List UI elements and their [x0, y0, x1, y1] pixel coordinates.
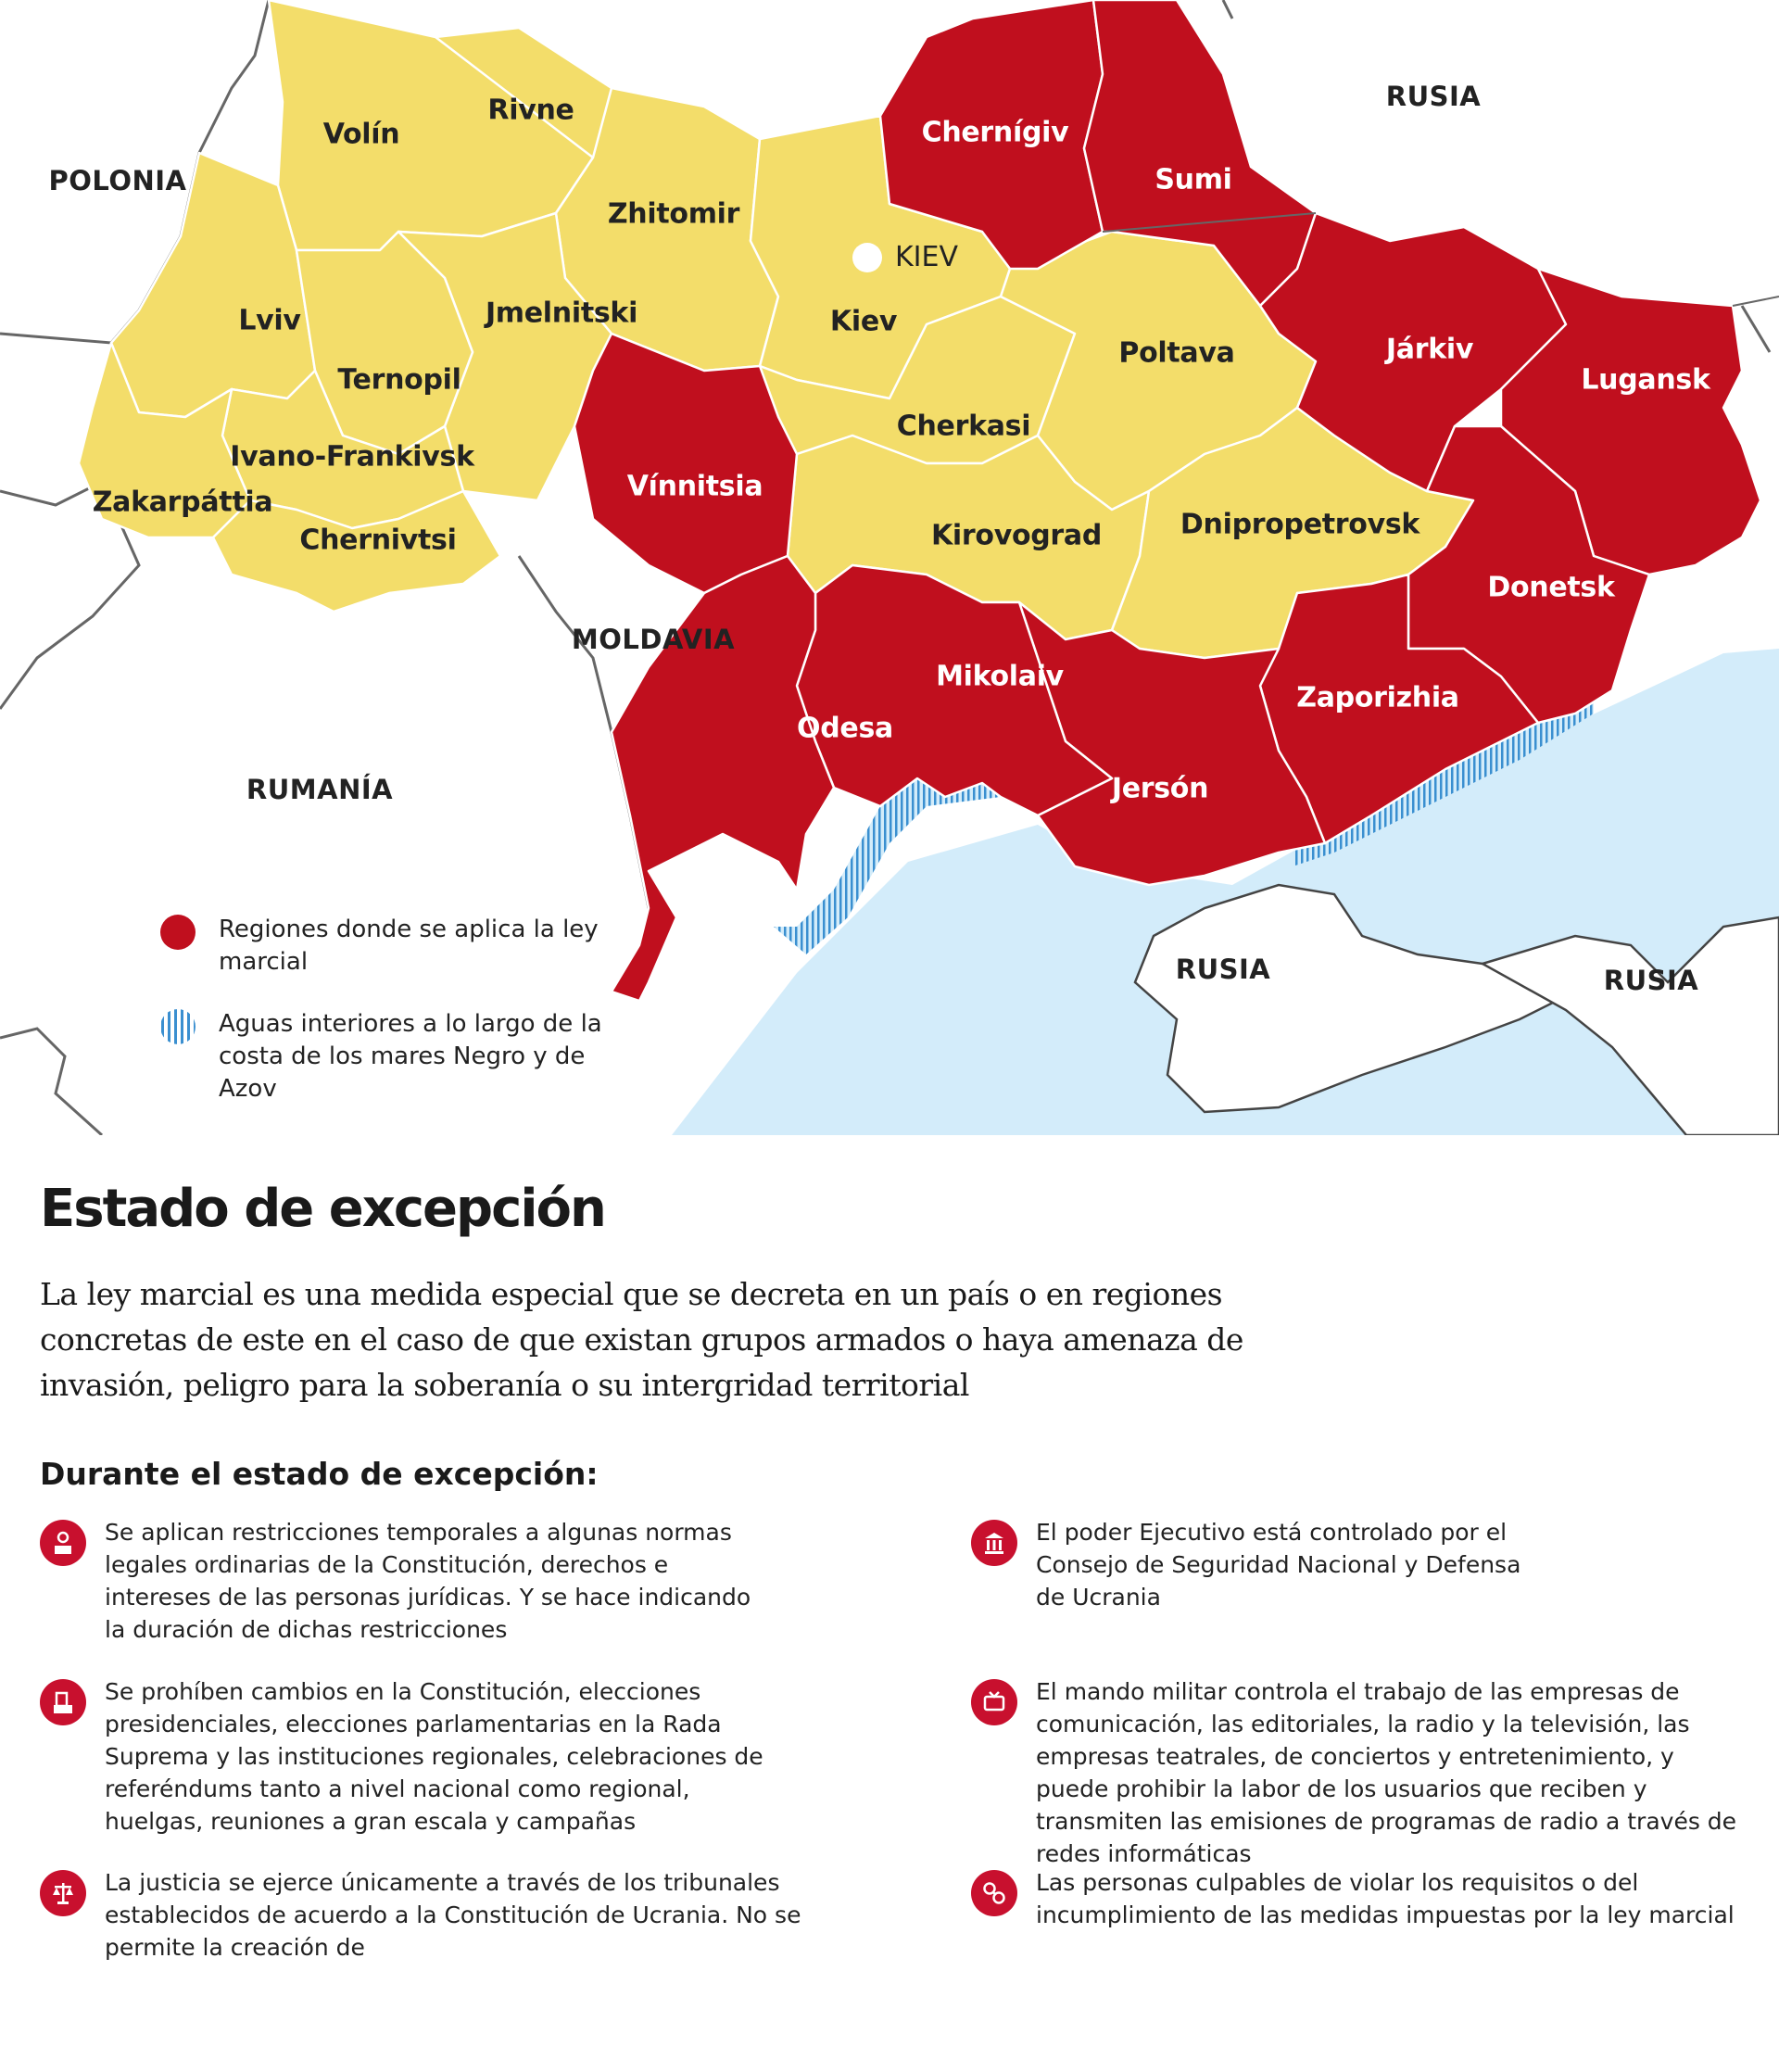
region-label: Járkiv	[1385, 333, 1474, 366]
section-subtitle: Durante el estado de excepción:	[40, 1456, 599, 1492]
measure-text: Se aplican restricciones temporales a algunas normas legales ordinarias de la Constitución, derechos e intereses de las personas jurídicas. Y se hace indicando la duración de dichas restricciones	[105, 1519, 751, 1643]
legend-item-inner-waters	[159, 1008, 645, 1105]
media-icon	[971, 1679, 1017, 1725]
country-label-russia-crimea: RUSIA	[1175, 954, 1271, 985]
rights-icon	[40, 1520, 86, 1566]
region-label: Odesa	[797, 712, 893, 745]
list-item	[971, 1675, 1740, 1870]
measure-text: El poder Ejecutivo está controlado por el Consejo de Seguridad Nacional y Defensa de Ucrania	[1036, 1519, 1521, 1611]
legend-text: Regiones donde se aplica la ley marcial	[219, 916, 599, 976]
info-section	[40, 1177, 1745, 2072]
region-label: Chernivtsi	[299, 524, 457, 557]
country-label-romania: RUMANÍA	[246, 774, 394, 805]
measure-text: Las personas culpables de violar los requisitos o del incumplimiento de las medidas impuestas por la ley marcial	[1036, 1869, 1735, 1928]
justice-icon	[40, 1870, 86, 1916]
region-label: Dnipropetrovsk	[1180, 508, 1420, 541]
region-label: Cherkasi	[896, 410, 1031, 443]
region-label: Kiev	[829, 305, 898, 338]
page-title: Estado de excepción	[40, 1179, 605, 1239]
country-label-russia-north: RUSIA	[1385, 81, 1482, 112]
list-item	[971, 1866, 1740, 1931]
region-label: Mikolaiv	[936, 660, 1064, 693]
southwest-border	[0, 1029, 102, 1135]
government-icon	[971, 1520, 1017, 1566]
handcuffs-icon	[971, 1870, 1017, 1916]
capital-marker	[852, 243, 882, 272]
region-label: Poltava	[1118, 336, 1235, 370]
region-label: Rivne	[487, 94, 574, 127]
legend-item-martial-law	[159, 914, 645, 979]
region-label: Kirovograd	[930, 519, 1103, 552]
region-label: Jersón	[1111, 772, 1209, 805]
region-label: Volín	[322, 118, 400, 151]
region-label: Ivano-Frankivsk	[230, 440, 474, 474]
region-label: Lugansk	[1581, 363, 1710, 397]
capital-label: KIEV	[895, 241, 958, 273]
list-item	[40, 1516, 809, 1646]
country-label-russia-east: RUSIA	[1603, 965, 1699, 996]
list-item	[971, 1516, 1740, 1613]
measures-list	[40, 1516, 1745, 2072]
measure-text: El mando militar controla el trabajo de las empresas de comunicación, las editoriales, la radio y la televisión, las empresas teatrales, de conciertos y entretenimiento, y puede prohibir la labor de los usuarios que reciben y transmiten las emisiones de programas de radio a través de redes informáticas	[1036, 1678, 1737, 1867]
intro-paragraph: La ley marcial es una medida especial que se decreta en un país o en regiones concretas de este en el caso de que existan grupos armados o haya amenaza de invasión, peligro para la soberanía o su intergridad territorial	[40, 1276, 1243, 1403]
region-label: Zhitomir	[607, 197, 740, 231]
list-item	[40, 1866, 809, 1964]
region-label: Sumi	[1154, 163, 1232, 196]
region-label: Zakarpáttia	[92, 486, 273, 519]
legend-text: Aguas interiores a lo largo de la costa de los mares Negro y de Azov	[219, 1010, 602, 1103]
region-label: Jmelnitski	[485, 297, 638, 330]
red-dot-icon	[159, 914, 196, 951]
measure-text: La justicia se ejerce únicamente a través de los tribunales establecidos de acuerdo a la Constitución de Ucrania. No se permite la creación de	[105, 1869, 801, 1961]
measure-text: Se prohíben cambios en la Constitución, elecciones presidenciales, elecciones parlamentarias en la Rada Suprema y las instituciones regionales, celebraciones de referéndums tanto a nivel nacional como regional, huelgas, reuniones a gran escala y campañas	[105, 1678, 763, 1835]
country-label-poland: POLONIA	[48, 165, 187, 196]
region-label: Zaporizhia	[1296, 681, 1459, 714]
country-label-moldova: MOLDAVIA	[571, 624, 736, 655]
hatch-icon	[159, 1008, 196, 1045]
region-label: Vínnitsia	[626, 470, 763, 503]
list-item	[40, 1675, 809, 1838]
region-label: Lviv	[238, 304, 301, 337]
region-label: Donetsk	[1487, 571, 1615, 604]
region-label: Ternopil	[337, 363, 461, 397]
region-label: Chernígiv	[921, 116, 1069, 149]
ballot-icon	[40, 1679, 86, 1725]
